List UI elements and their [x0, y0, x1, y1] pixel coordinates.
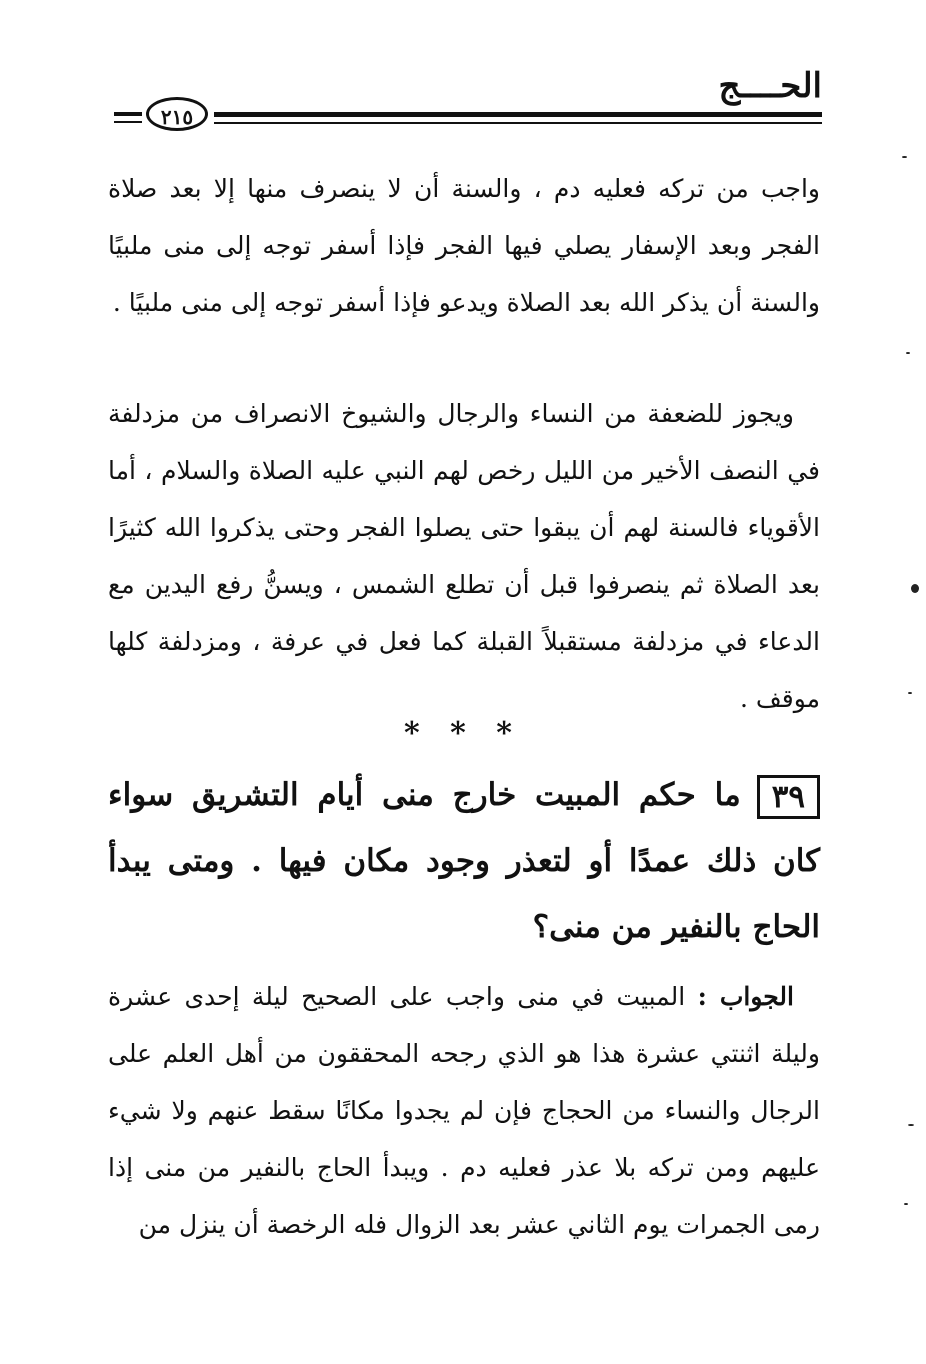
scan-speck [908, 1124, 914, 1126]
question-number: ٣٩ [757, 775, 820, 819]
answer-label: الجواب : [697, 982, 794, 1011]
body-paragraph-block [108, 160, 820, 331]
scan-speck [906, 352, 910, 354]
answer-block [108, 968, 820, 1253]
answer-text: المبيت في منى واجب على الصحيح ليلة إحدى عشرة وليلة اثنتي عشرة هذا هو الذي رجحه المحققون من أهل العلم على الرجال والنساء من الحجاج فإن لم يجدوا مكانًا سقط عنهم ولا شيء عليهم ومن تركه بلا عذر فعليه دم . ويبدأ الحاج بالنفير من منى إذا رمى الجمرات يوم الثاني عشر بعد الزوال فله الرخصة أن ينزل من [108, 982, 820, 1239]
scan-speck [911, 584, 919, 593]
body-paragraph: واجب من تركه فعليه دم ، والسنة أن لا ينصرف منها إلا بعد صلاة الفجر وبعد الإسفار يصلي فيها الفجر فإذا أسفر توجه إلى منى ملبيًا والسنة أن يذكر الله بعد الصلاة ويدعو فإذا أسفر توجه إلى منى ملبيًا . [108, 174, 820, 317]
header-rule [114, 121, 142, 123]
scan-speck [904, 1203, 908, 1205]
question-heading [108, 762, 820, 960]
running-title: الحــــج [718, 66, 822, 106]
scan-speck [908, 692, 912, 694]
section-separator: * * * [404, 716, 522, 751]
page-number: ٢١٥ [146, 97, 208, 131]
header-rule [114, 112, 142, 116]
body-paragraph: ويجوز للضعفة من النساء والرجال والشيوخ الانصراف من مزدلفة في النصف الأخير من الليل رخص لهم النبي عليه الصلاة والسلام ، أما الأقوياء فالسنة لهم أن يبقوا حتى يصلوا الفجر وحتى يذكروا الله كثيرًا بعد الصلاة ثم ينصرفوا قبل أن تطلع الشمس ، ويسنُّ رفع اليدين مع الدعاء في مزدلفة مستقبلاً القبلة كما فعل في عرفة ، ومزدلفة كلها موقف . [108, 399, 820, 713]
scan-speck [902, 156, 907, 158]
answer-paragraph [108, 968, 820, 1253]
body-paragraph-block [108, 385, 820, 727]
header-rule [214, 112, 822, 117]
question-text: ما حكم المبيت خارج منى أيام التشريق سواء كان ذلك عمدًا أو لتعذر وجود مكان فيها . ومتى يبدأ الحاج بالنفير من منى؟ [108, 777, 820, 945]
header-rule [214, 122, 822, 124]
